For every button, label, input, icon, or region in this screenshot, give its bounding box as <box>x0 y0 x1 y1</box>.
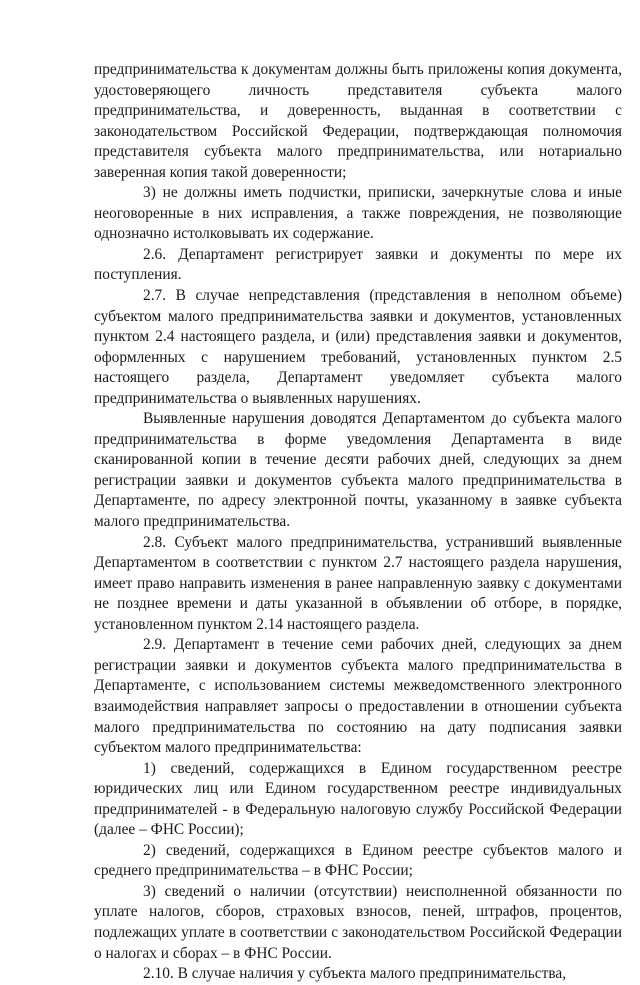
paragraph-2-8: 2.8. Субъект малого предпринимательства, устранивший выявленные Департаментом в соответствии с пунктом 2.7 настоящего раздела нарушения, имеет право направить изменения в ранее направленную заявку с документами не позднее времени и даты указанной в объявлении об отборе, в порядке, установленном пунктом 2.14 настоящего раздела. <box>94 533 622 633</box>
paragraph-2-9-item-1: 1) сведений, содержащихся в Едином государственном реестре юридических лиц или Едином государственном реестре индивидуальных предпринимателей - в Федеральную налоговую службу Российской Федерации (далее – ФНС России); <box>94 759 622 839</box>
paragraph-2-9-item-3: 3) сведений о наличии (отсутствии) неисполненной обязанности по уплате налогов, сборов, страховых взносов, пеней, штрафов, процентов, подлежащих уплате в соответствии с законодательством Российской Федерации о налогах и сборах – в ФНС России. <box>94 882 622 962</box>
paragraph-item-3: 3) не должны иметь подчистки, приписки, зачеркнутые слова и иные неоговоренные в них исправления, а также повреждения, не позволяющие однозначно истолковывать их содержание. <box>94 184 622 243</box>
paragraph-2-7: 2.7. В случае непредставления (представления в неполном объеме) субъектом малого предпринимательства заявки и документов, установленных пунктом 2.4 настоящего раздела, и (или) представления заявки и документов, оформленных с нарушением требований, установленных пунктом 2.5 настоящего раздела, Департамент уведомляет субъекта малого предпринимательства о выявленных нарушениях. <box>94 287 622 407</box>
paragraph-violations-notice: Выявленные нарушения доводятся Департаментом до субъекта малого предпринимательства в форме уведомления Департамента в виде сканированной копии в течение десяти рабочих дней, следующих за днем регистрации заявки и документов субъекта малого предпринимательства в Департаменте, по адресу электронной почты, указанному в заявке субъекта малого предпринимательства. <box>94 410 622 531</box>
document-page <box>94 60 622 985</box>
paragraph-2-6: 2.6. Департамент регистрирует заявки и документы по мере их поступления. <box>94 245 622 284</box>
paragraph-2-10: 2.10. В случае наличия у субъекта малого предпринимательства, <box>143 965 567 983</box>
paragraph-continuation: предпринимательства к документам должны быть приложены копия документа, удостоверяющего личность представителя субъекта малого предпринимательства, и доверенность, выданная в соответствии с законодательством Российской Федерации, подтверждающая полномочия представителя субъекта малого предпринимательства, или нотариально заверенная копия такой доверенности; <box>94 61 622 181</box>
paragraph-2-9-item-2: 2) сведений, содержащихся в Едином реестре субъектов малого и среднего предпринимательства – в ФНС России; <box>94 841 622 880</box>
paragraph-2-9: 2.9. Департамент в течение семи рабочих дней, следующих за днем регистрации заявки и документов субъекта малого предпринимательства в Департаменте, с использованием системы межведомственного электронного взаимодействия направляет запросы о предоставлении в отношении субъекта малого предпринимательства по состоянию на дату подписания заявки субъектом малого предпринимательства: <box>94 636 622 757</box>
